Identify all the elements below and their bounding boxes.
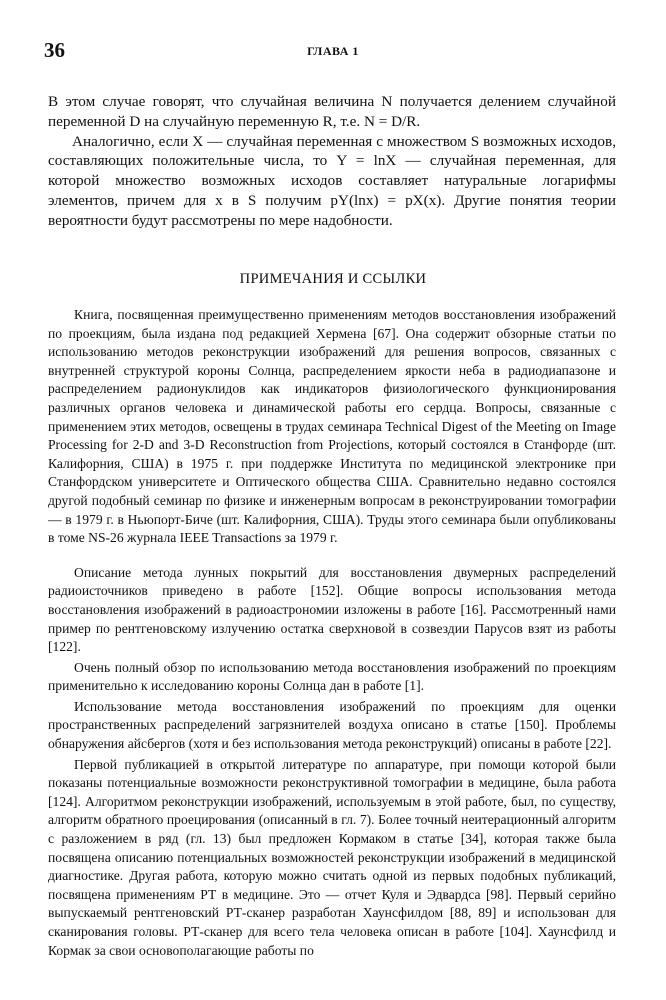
chapter-label: ГЛАВА 1 <box>307 44 359 58</box>
notes-paragraph: Использование метода восстановления изображений по проекциям для оценки пространственных распределений загрязнителей воздуха описано в статье [150]. Проблемы обнаружения айсбергов (хотя и без использования метода реконструкций) описаны в работе [22]. <box>48 698 616 752</box>
intro-text <box>48 92 616 231</box>
intro-paragraph: Аналогично, если X — случайная переменная с множеством S возможных исходов, составляющих положительные числа, то Y = lnX — случайная переменная, для которой множество возможных исходов составляет натуральные логарифмы элементов, причем для x в S получим pY(lnx) = pX(x). Другие понятия теории вероятности будут рассмотрены по мере надобности. <box>48 132 616 229</box>
notes-text <box>48 306 616 960</box>
page-number: 36 <box>44 38 65 62</box>
notes-paragraph: Книга, посвященная преимущественно применениям методов восстановления изображений по проекциям, была издана под редакцией Хермена [67]. Она содержит обзорные статьи по использованию методов реконструкции изображений для решения вопросов, связанных с внутренней структурой короны Солнца, распределением яркости неба в радиодиапазоне и распределением радионуклидов как индикаторов физиологического функционирования различных органов человека и динамической работы его сердца. Вопросы, связанные с применением этих методов, освещены в трудах семинара Technical Digest of the Meeting on Image Processing for 2-D and 3-D Reconstruction from Projections, который состоялся в Станфорде (шт. Калифорния, США) в 1975 г. при поддержке Института по медицинской электронике при Станфордском университете и Оптического общества США. Сравнительно недавно состоялся другой подобный семинар по физике и инженерным вопросам в реконструировании томографии — в 1979 г. в Ньюпорт-Биче (шт. Калифорния, США). Труды этого семинара были опубликованы в томе NS-26 журнала IEEE Transactions за 1979 г. <box>48 307 616 546</box>
notes-paragraph: Очень полный обзор по использованию метода восстановления изображений по проекциям применительно к исследованию короны Солнца дан в работе [1]. <box>48 659 616 694</box>
notes-paragraph: Описание метода лунных покрытий для восстановления двумерных распределений радиоисточников приведено в работе [152]. Общие вопросы использования метода восстановления изображений в радиоастрономии изложены в работе [16]. Рассмотренный нами пример по рентгеновскому излучению остатка сверхновой в созвездии Парусов взят из работы [122]. <box>48 564 616 655</box>
section-title: ПРИМЕЧАНИЯ И ССЫЛКИ <box>239 271 427 287</box>
notes-paragraph: Первой публикацией в открытой литературе по аппаратуре, при помощи которой были показаны потенциальные возможности реконструктивной томографии в медицине, была работа [124]. Алгоритмом реконструкции изображений, используемым в этой работе, был, по существу, алгоритм обратного проецирования (описанный в гл. 7). Более точный неитерационный алгоритм с разложением в ряд (гл. 13) был предложен Кормаком в статье [34], которая также была посвящена описанию потенциальных возможностей реконструкции изображений в медицинской диагностике. Другая работа, которую можно считать одной из первых подобных публикаций, посвящена применениям РТ в медицине. Это — отчет Куля и Эдвардса [98]. Первый серийно выпускаемый рентгеновский РТ-сканер разработан Хаунсфилдом [88, 89] и использован для сканирования головы. РТ-сканер для всего тела человека описан в работе [104]. Хаунсфилд и Кормак за свои основополагающие работы по <box>48 756 616 958</box>
running-head <box>44 38 622 62</box>
intro-paragraph: В этом случае говорят, что случайная величина N получается делением случайной переменной D на случайную переменную R, т.е. N = D/R. <box>48 93 616 130</box>
